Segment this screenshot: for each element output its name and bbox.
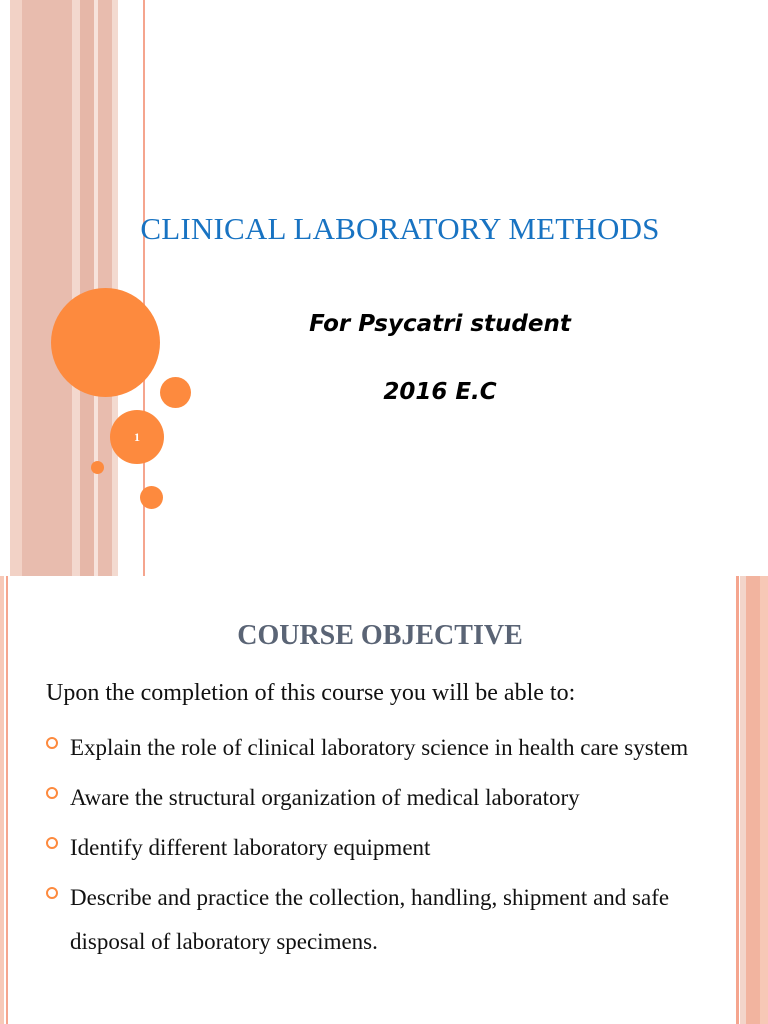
- list-item: [46, 826, 726, 870]
- ring-bullet-icon: [46, 787, 58, 799]
- decor-circle: [160, 377, 191, 408]
- ring-bullet-icon: [46, 737, 58, 749]
- subtitle-line-2: 2016 E.C: [383, 379, 497, 405]
- decor-circle-small: [91, 461, 104, 474]
- intro-text: Upon the completion of this course you will be able to:: [46, 680, 576, 706]
- decor-stripe: [10, 0, 22, 576]
- objective-list: [46, 726, 726, 970]
- ring-bullet-icon: [46, 887, 58, 899]
- decor-circle: [140, 486, 163, 509]
- list-item: [46, 726, 726, 770]
- slide-2: [0, 576, 768, 1024]
- ring-bullet-icon: [46, 837, 58, 849]
- decor-circle-large: [51, 288, 160, 397]
- list-item-text: Explain the role of clinical laboratory science in health care system: [70, 735, 689, 760]
- slide-title: COURSE OBJECTIVE: [237, 620, 523, 651]
- slide-title: CLINICAL LABORATORY METHODS: [140, 211, 660, 246]
- decor-stripe: [760, 576, 768, 1024]
- decor-stripe: [22, 0, 72, 576]
- decor-stripe: [72, 0, 80, 576]
- list-item: [46, 776, 726, 820]
- list-item-text: Describe and practice the collection, handling, shipment and safe disposal of laboratory specimens.: [70, 885, 670, 954]
- page-number: 1: [134, 430, 140, 444]
- subtitle-line-1: For Psycatri student: [309, 311, 571, 337]
- decor-stripe: [80, 0, 94, 576]
- list-item: [46, 876, 726, 964]
- list-item-text: Aware the structural organization of medical laboratory: [70, 785, 580, 810]
- list-item-text: Identify different laboratory equipment: [70, 835, 431, 860]
